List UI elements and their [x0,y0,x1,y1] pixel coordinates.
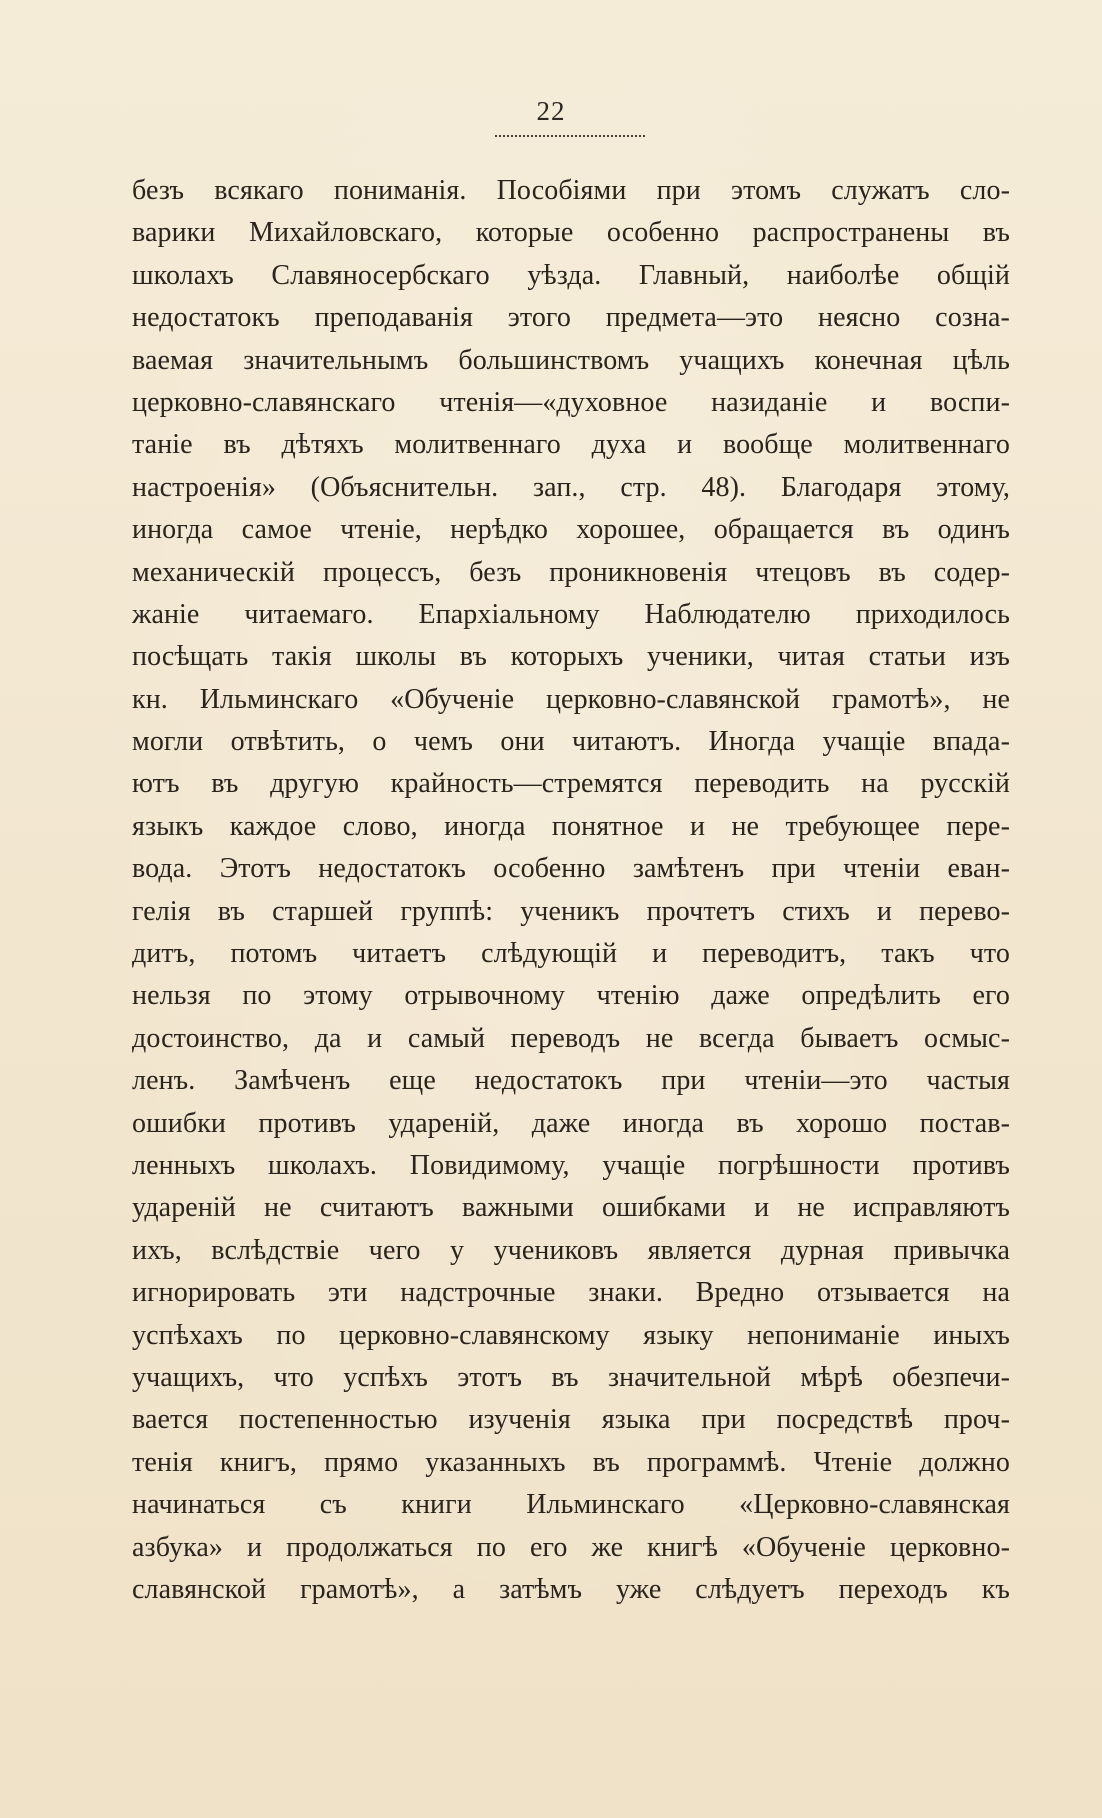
text-line: вается постепенностью изученія языка при посредствѣ проч- [132,1404,1010,1436]
text-line: таніе въ дѣтяхъ молитвеннаго духа и вообще молитвеннаго [132,429,1010,461]
text-line: настроенія» (Объяснительн. зап., стр. 48). Благодаря этому, [132,471,1010,503]
text-line: безъ всякаго пониманія. Пособіями при этомъ служатъ сло- [132,175,1010,206]
text-line: успѣхахъ по церковно-славянскому языку непониманіе иныхъ [132,1319,1010,1351]
text-line: церковно-славянскаго чтенія—«духовное назиданіе и воспи- [132,386,1010,418]
text-line: ютъ въ другую крайность—стремятся переводить на русскій [132,768,1010,800]
text-line: начинаться съ книги Ильминскаго «Церковно-славянская [132,1489,1010,1521]
text-line: ленъ. Замѣченъ еще недостатокъ при чтеніи—это частыя [132,1065,1010,1097]
text-line: школахъ Славяносербскаго уѣзда. Главный, наиболѣе общій [132,259,1010,291]
text-line: ошибки противъ удареній, даже иногда въ хорошо постав- [132,1107,1010,1139]
text-line: тенія книгъ, прямо указанныхъ въ программѣ. Чтеніе должно [132,1446,1010,1478]
text-line: варики Михайловскаго, которые особенно распространены въ [132,217,1010,249]
text-line: славянской грамотѣ», а затѣмъ уже слѣдуетъ переходъ къ [132,1573,1010,1605]
text-line: кн. Ильминскаго «Обученіе церковно-славянской грамотѣ», не [132,683,1010,715]
text-line: ваемая значительнымъ большинствомъ учащихъ конечная цѣль [132,344,1010,376]
text-line: языкъ каждое слово, иногда понятное и не требующее пере- [132,810,1010,842]
text-line: жаніе читаемаго. Епархіальному Наблюдателю приходилось [132,598,1010,630]
text-line: могли отвѣтить, о чемъ они читаютъ. Иногда учащіе впада- [132,726,1010,758]
body-text [132,170,1010,1611]
page-number: 22 [536,96,566,126]
text-line: гелія въ старшей группѣ: ученикъ прочтетъ стихъ и перево- [132,895,1010,927]
text-line: недостатокъ преподаванія этого предмета—это неясно созна- [132,302,1010,334]
text-line: иногда самое чтеніе, нерѣдко хорошее, обращается въ одинъ [132,514,1010,546]
header-dotted-rule [495,135,645,137]
text-line: ленныхъ школахъ. Повидимому, учащіе погрѣшности противъ [132,1149,1010,1181]
text-line: нельзя по этому отрывочному чтенію даже опредѣлить его [132,980,1010,1012]
text-line: достоинство, да и самый переводъ не всегда бываетъ осмыс- [132,1022,1010,1054]
text-line: азбука» и продолжаться по его же книгѣ «Обученіе церковно- [132,1531,1010,1563]
text-line: посѣщать такія школы въ которыхъ ученики, читая статьи изъ [132,641,1010,673]
text-line: удареній не считаютъ важными ошибками и не исправляютъ [132,1192,1010,1224]
text-line: дитъ, потомъ читаетъ слѣдующій и переводитъ, такъ что [132,938,1010,970]
text-line: механическій процессъ, безъ проникновенія чтецовъ въ содер- [132,556,1010,588]
text-line: игнорировать эти надстрочные знаки. Вредно отзывается на [132,1277,1010,1309]
text-line: ихъ, вслѣдствіе чего у учениковъ является дурная привычка [132,1234,1010,1266]
text-line: вода. Этотъ недостатокъ особенно замѣтенъ при чтеніи еван- [132,853,1010,885]
text-line: учащихъ, что успѣхъ этотъ въ значительной мѣрѣ обезпечи- [132,1361,1010,1393]
